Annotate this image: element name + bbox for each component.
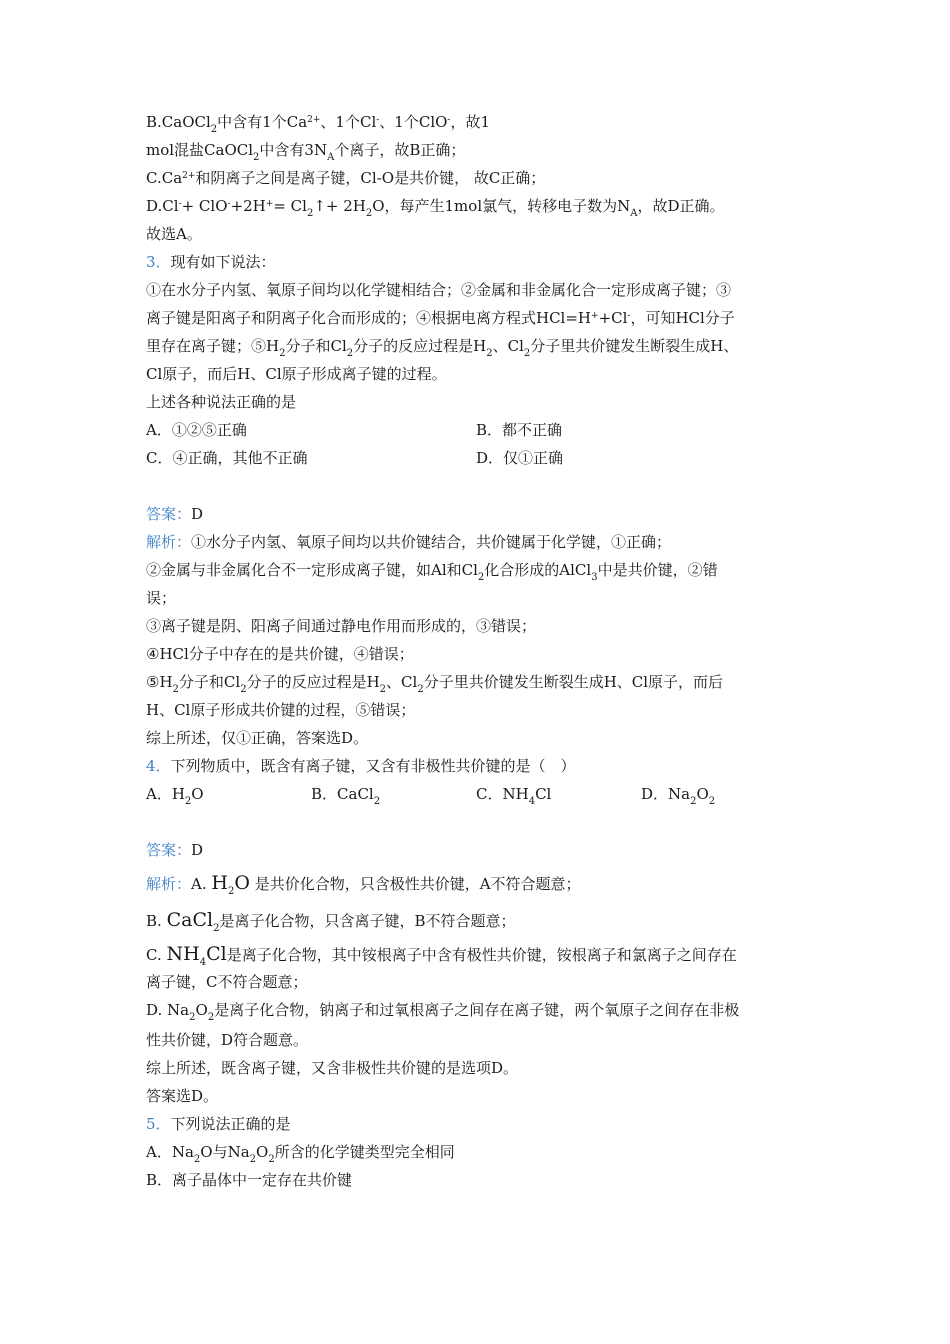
option-b: B．CaCl$_2$ <box>311 785 381 807</box>
question-4-analysis-a: 解析：A. $H_2O$ 是共价化合物，只含极性共价键，A不符合题意； <box>146 872 581 897</box>
question-4-summary: 综上所述，既含离子键，又含非极性共价键的是选项D。 <box>146 1059 519 1077</box>
explanation-line-b2: mol混盐CaOCl$_2$中含有$3N_A$个离子，故B正确； <box>146 141 466 163</box>
question-3-summary: 综上所述，仅①正确，答案选D。 <box>146 729 369 747</box>
explanation-line-b1: B.CaOCl$_2$中含有1个$Ca^{2+}$、1个Cl-、1个ClO-，故1 <box>146 113 491 135</box>
option-c: C．$NH_4Cl$ <box>476 785 552 807</box>
question-3-body-3: 里存在离子键；$⑤H_2$分子和$Cl_2$分子的反应过程是$H_2$、$Cl_2$分子里共价键发生断裂生成H、 <box>146 337 739 359</box>
question-3-analysis-2: ②金属与非金属化合不一定形成离子键，如Al和$Cl_2$化合形成的AlCl$_3$中是共价键，②错 <box>146 561 718 583</box>
option-d: D．$Na_2O_2$ <box>641 785 716 807</box>
explanation-line-c: $C.Ca^{2+}$和阴离子之间是离子键，Cl-O是共价键， 故C正确； <box>146 169 546 187</box>
question-3-analysis-1: 解析：①水分子内氢、氧原子间均以共价键结合，共价键属于化学键，①正确； <box>146 533 672 551</box>
question-number: 4． <box>146 757 171 775</box>
question-3-options-row-1 <box>146 420 826 448</box>
question-4-options <box>146 784 826 812</box>
option-b: B．都不正确 <box>476 421 563 439</box>
question-4-final: 答案选D。 <box>146 1087 219 1105</box>
document-page <box>146 112 826 1198</box>
explanation-conclusion: 故选A。 <box>146 225 202 243</box>
question-3-answer: 答案：D <box>146 505 204 523</box>
option-d: D．仅①正确 <box>476 449 564 467</box>
question-3-options-row-2 <box>146 448 826 476</box>
question-3-analysis-2b: 误； <box>146 589 177 607</box>
question-number: 5． <box>146 1115 171 1133</box>
question-3-body-2: 离子键是阳离子和阴离子化合而形成的；④根据电离方程式HCl=H++Cl-，可知HCl分子 <box>146 309 735 327</box>
question-4-analysis-b: B. CaCl$_2$是离子化合物，只含离子键，B不符合题意； <box>146 909 516 934</box>
question-4-analysis-c1: C. $NH_4Cl$是离子化合物，其中铵根离子中含有极性共价键，铵根离子和氯离子之间存在 <box>146 943 737 968</box>
explanation-line-d: $D.Cl^-+ ClO^-+2H^+= Cl_2↑+ 2H_2O$，每产生1mol氯气，转移电子数为$N_A$，故D正确。 <box>146 197 725 219</box>
question-3-prompt: 上述各种说法正确的是 <box>146 393 297 411</box>
question-3-analysis-6: H、Cl原子形成共价键的过程，⑤错误； <box>146 701 416 719</box>
question-4-answer: 答案：D <box>146 841 204 859</box>
question-3-body-1: ①在水分子内氢、氧原子间均以化学键相结合；②金属和非金属化合一定形成离子键；③ <box>146 281 732 299</box>
question-4-analysis-d1: D. $Na_2O_2$是离子化合物，钠离子和过氧根离子之间存在离子键，两个氧原子之间存在非极 <box>146 1001 740 1023</box>
option-a: A．$H_2O$ <box>146 785 204 807</box>
question-4-analysis-d2: 性共价键，D符合题意。 <box>146 1031 309 1049</box>
question-3-body-4: Cl原子，而后H、Cl原子形成离子键的过程。 <box>146 365 447 383</box>
question-5-stem: 5．下列说法正确的是 <box>146 1115 291 1133</box>
question-4-analysis-c2: 离子键，C不符合题意； <box>146 973 308 991</box>
question-5-option-b: B．离子晶体中一定存在共价键 <box>146 1171 353 1189</box>
question-4-stem: 4．下列物质中，既含有离子键，又含有非极性共价键的是（ ） <box>146 757 576 775</box>
option-a: A．①②⑤正确 <box>146 421 247 439</box>
question-3-analysis-5: $⑤H_2$分子和$Cl_2$分子的反应过程是$H_2$、$Cl_2$分子里共价键发生断裂生成H、Cl原子，而后 <box>146 673 724 695</box>
question-3-analysis-4: ④HCl分子中存在的是共价键，④错误； <box>146 645 414 663</box>
question-3-analysis-3: ③离子键是阴、阳离子间通过静电作用而形成的，③错误； <box>146 617 537 635</box>
question-5-option-a: A．$Na_2O$与$Na_2O_2$所含的化学键类型完全相同 <box>146 1143 455 1165</box>
option-c: C．④正确，其他不正确 <box>146 449 308 467</box>
question-number: 3． <box>146 253 171 271</box>
question-3-stem: 3．现有如下说法： <box>146 253 276 271</box>
